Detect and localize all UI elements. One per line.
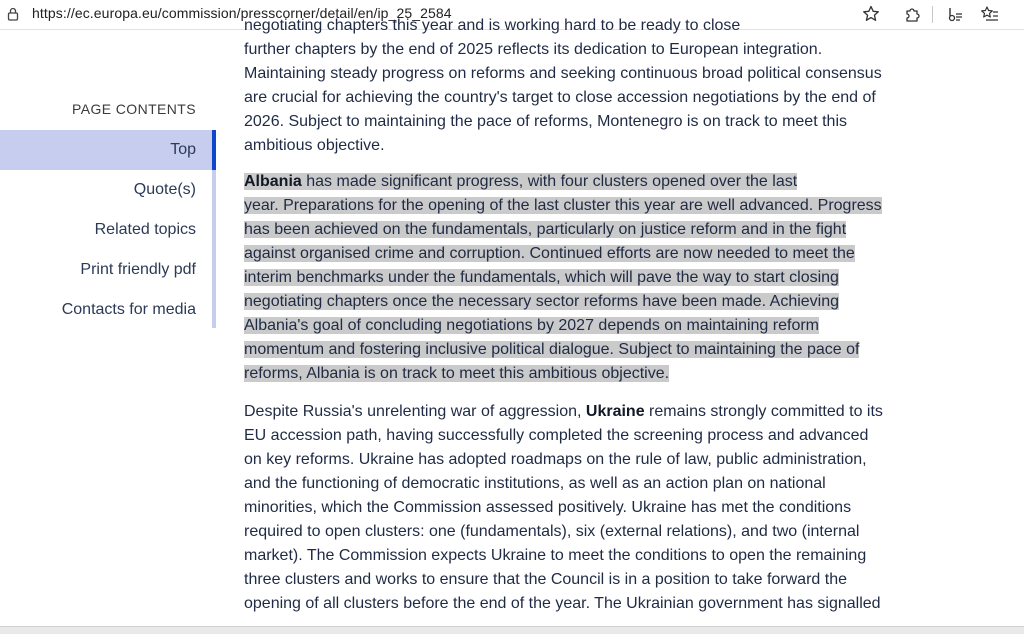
country-name-albania: Albania [244,173,302,190]
text-line: remains strongly committed to its [644,403,883,420]
url-field[interactable]: https://ec.europa.eu/commission/presscorner/detail/en/ip_25_2584 [32,5,452,21]
text-line: has made significant progress, with four clusters opened over the last [301,173,798,190]
text-line: on key reforms. Ukraine has adopted roadmaps on the rule of law, public administration, [244,451,867,468]
text-line: Despite Russia's unrelenting war of aggression, [244,403,586,420]
toc-item-related-topics[interactable] [0,210,212,250]
page-contents-title: PAGE CONTENTS [72,101,196,117]
text-line: required to open clusters: one (fundamentals), six (external relations), and two (internal [244,523,860,540]
read-aloud-icon[interactable] [945,4,965,24]
horizontal-scrollbar[interactable] [0,626,1024,634]
toc-item-label: Print friendly pdf [80,261,196,278]
paragraph-ukraine [244,400,889,616]
text-line: year. Preparations for the opening of the last cluster this year are well advanced. Progress [244,197,882,214]
paragraph-albania [244,170,894,386]
toc-item-contacts-media[interactable] [0,290,212,330]
page-contents-nav [0,130,216,328]
text-line: negotiating chapters once the necessary sector reforms have been made. Achieving [244,293,840,310]
text-line: opening of all clusters before the end of the year. The Ukrainian government has signalled [244,595,881,612]
toc-item-label: Quote(s) [133,181,196,198]
text-line: market). The Commission expects Ukraine to meet the conditions to open the remaining [244,547,867,564]
text-line: minorities, which the Commission assessed positively. Ukraine has met the conditions [244,499,852,516]
text-line: reforms, Albania is on track to meet this ambitious objective. [244,365,670,382]
highlighted-text [244,173,797,190]
text-line: interim benchmarks under the fundamentals, which will pave the way to start closing [244,269,839,286]
toc-item-label: Related topics [94,221,196,238]
paragraph-montenegro [244,14,884,158]
text-line: against organised crime and corruption. Continued efforts are now needed to meet the [244,245,855,262]
text-line: further chapters by the end of 2025 reflects its dedication to European integration. [244,41,823,58]
text-line: are crucial for achieving the country's target to close accession negotiations by the end of [244,89,876,106]
favorites-list-icon[interactable] [980,4,1000,24]
text-line: has been achieved on the fundamentals, particularly on justice reform and in the fight [244,221,847,238]
toc-item-label: Contacts for media [61,301,196,318]
page-viewport [0,17,1024,626]
lock-icon[interactable] [5,6,21,22]
extensions-icon[interactable] [903,4,923,24]
text-line: negotiating chapters this year and is working hard to be ready to close [244,17,741,34]
toc-item-quotes[interactable] [0,170,212,210]
text-line: Albania's goal of concluding negotiations by 2027 depends on maintaining reform [244,317,819,334]
text-line: Maintaining steady progress on reforms and seeking continuous broad political consensus [244,65,882,82]
toc-item-label: Top [170,141,196,158]
text-line: 2026. Subject to maintaining the pace of reforms, Montenegro is on track to meet this [244,113,847,130]
country-name-ukraine: Ukraine [585,403,645,420]
toolbar-separator [932,6,933,23]
text-line: ambitious objective. [244,137,385,154]
text-line: and the functioning of democratic institutions, as well as an action plan on national [244,475,826,492]
text-line: EU accession path, having successfully completed the screening process and advanced [244,427,869,444]
toc-item-top[interactable] [0,130,212,170]
text-line: momentum and fostering inclusive political dialogue. Subject to maintaining the pace of [244,341,860,358]
toc-item-print-pdf[interactable] [0,250,212,290]
text-line: three clusters and works to ensure that the Council is in a position to take forward the [244,571,847,588]
